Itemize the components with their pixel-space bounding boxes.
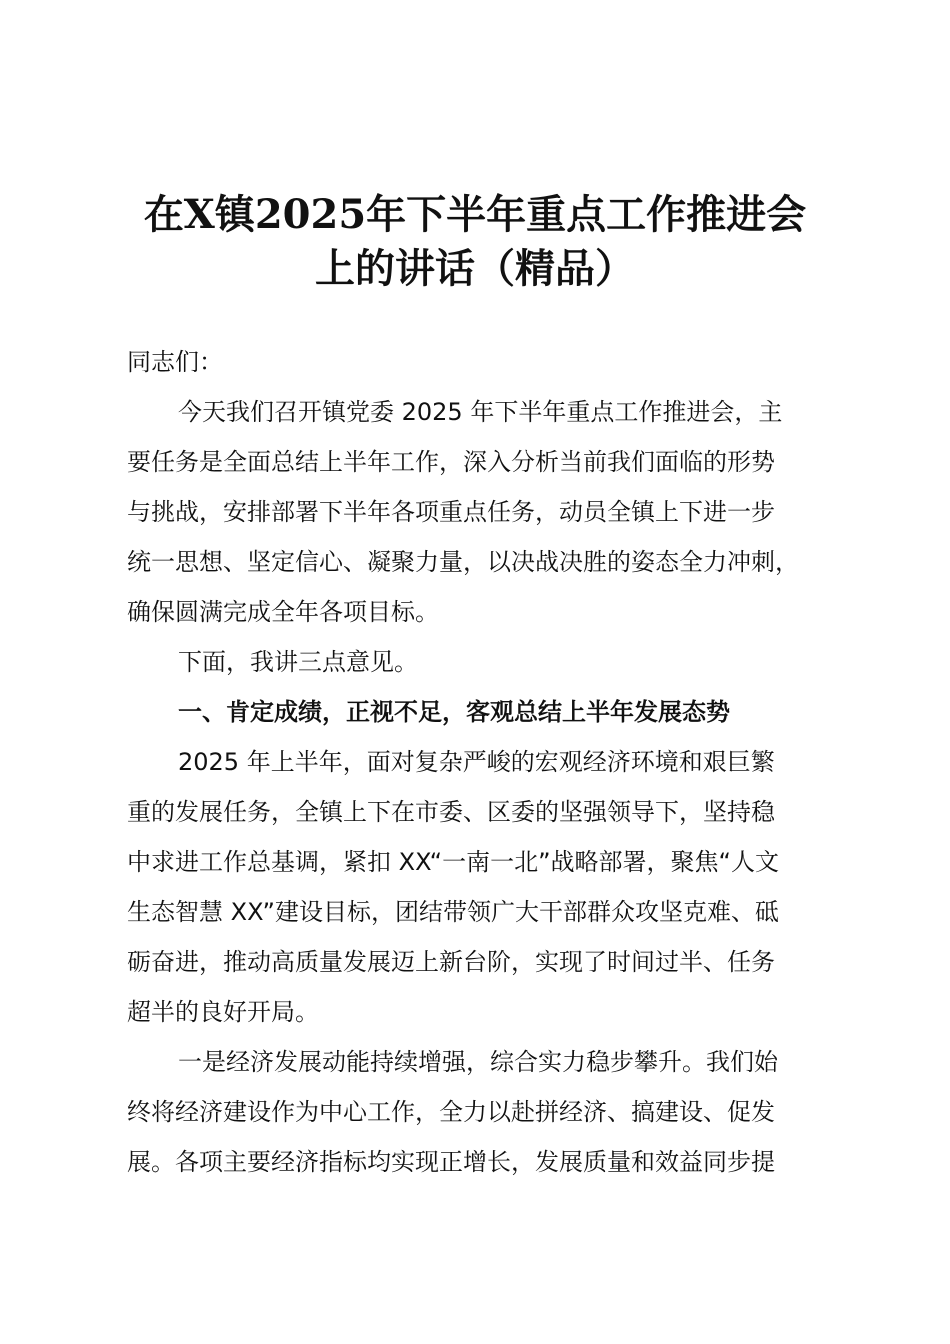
document-title-line-1: 在X镇2025年下半年重点工作推进会 [143, 191, 807, 238]
paragraph-3-line: 重的发展任务，全镇上下在市委、区委的坚强领导下，坚持稳 [127, 798, 775, 826]
salutation: 同志们： [127, 348, 223, 376]
paragraph-1-line: 与挑战，安排部署下半年各项重点任务，动员全镇上下进一步 [127, 498, 775, 526]
paragraph-3-line: 2025 年上半年，面对复杂严峻的宏观经济环境和艰巨繁 [178, 748, 775, 776]
paragraph-1-line: 要任务是全面总结上半年工作，深入分析当前我们面临的形势 [127, 448, 775, 476]
document-title-line-2: 上的讲话（精品） [315, 245, 635, 292]
paragraph-3-line: 中求进工作总基调，紧扣 XX“一南一北”战略部署，聚焦“人文 [127, 848, 779, 876]
paragraph-1-line: 确保圆满完成全年各项目标。 [127, 598, 439, 626]
paragraph-2: 下面，我讲三点意见。 [178, 648, 418, 676]
paragraph-4-line: 终将经济建设作为中心工作，全力以赴拼经济、搞建设、促发 [127, 1098, 775, 1126]
paragraph-1-line: 统一思想、坚定信心、凝聚力量，以决战决胜的姿态全力冲刺， [127, 548, 799, 576]
paragraph-4-line: 展。各项主要经济指标均实现正增长，发展质量和效益同步提 [127, 1148, 775, 1176]
paragraph-3-line: 超半的良好开局。 [127, 998, 319, 1026]
section-heading-1: 一、肯定成绩，正视不足，客观总结上半年发展态势 [178, 698, 730, 726]
paragraph-3-line: 生态智慧 XX”建设目标，团结带领广大干部群众攻坚克难、砥 [127, 898, 779, 926]
paragraph-3-line: 砺奋进，推动高质量发展迈上新台阶，实现了时间过半、任务 [127, 948, 775, 976]
paragraph-1-line: 今天我们召开镇党委 2025 年下半年重点工作推进会，主 [178, 398, 783, 426]
paragraph-4-line: 一是经济发展动能持续增强，综合实力稳步攀升。我们始 [178, 1048, 778, 1076]
